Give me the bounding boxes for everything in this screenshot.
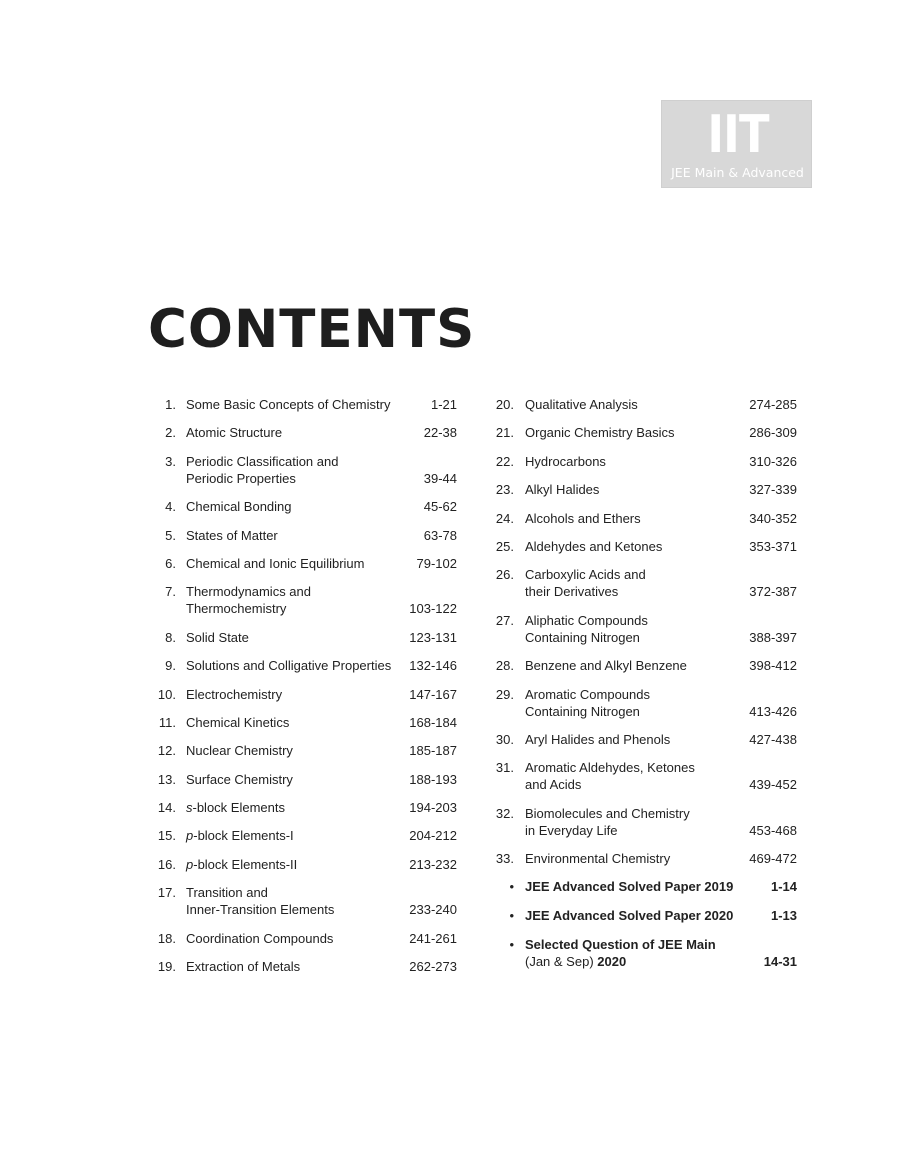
- entry-pages: 233-240: [409, 902, 457, 918]
- entry-title: States of Matter: [186, 527, 278, 543]
- toc-entry: [150, 555, 460, 572]
- toc-entry: [150, 799, 460, 816]
- toc-entry: [150, 930, 460, 947]
- entry-number: 3.: [165, 453, 176, 469]
- entry-title: Chemical Kinetics: [186, 714, 290, 730]
- entry-pages: 262-273: [409, 959, 457, 975]
- entry-pages: 1-13: [770, 908, 797, 924]
- entry-pages: 372-387: [749, 584, 797, 600]
- entry-pages: 340-352: [749, 510, 797, 526]
- entry-title: JEE Advanced Solved Paper 2019: [525, 879, 734, 895]
- entry-number: 28.: [495, 658, 514, 674]
- entry-title: Extraction of Metals: [186, 959, 301, 975]
- entry-title-line: Aliphatic Compounds: [525, 612, 648, 628]
- toc-entry: [150, 771, 460, 788]
- entry-title: Some Basic Concepts of Chemistry: [186, 397, 391, 412]
- entry-title: [186, 827, 402, 844]
- entry-title: Solid State: [186, 629, 249, 645]
- entry-title: [186, 453, 402, 487]
- entry-title: Electrochemistry: [186, 686, 283, 702]
- entry-number: 19.: [157, 959, 176, 975]
- entry-number: 33.: [495, 851, 514, 867]
- entry-title: Benzene and Alkyl Benzene: [525, 658, 687, 674]
- toc-entry: [150, 424, 460, 441]
- entry-title: Environmental Chemistry: [525, 851, 671, 867]
- bullet-icon: •: [509, 937, 514, 953]
- entry-title: Solutions and Colligative Properties: [186, 658, 392, 674]
- entry-title-line: Thermodynamics and: [186, 584, 311, 600]
- entry-pages: 185-187: [409, 743, 457, 759]
- entry-title: [186, 583, 402, 617]
- page-title: CONTENTS: [148, 299, 476, 360]
- entry-title-line: Thermochemistry: [186, 601, 287, 617]
- entry-pages: 79-102: [416, 555, 457, 571]
- toc-entry: [150, 958, 460, 975]
- toc-entry: [488, 396, 800, 413]
- entry-pages: 388-397: [749, 629, 797, 645]
- entry-title: Aldehydes and Ketones: [525, 538, 663, 554]
- entry-pages: 123-131: [409, 629, 457, 645]
- toc-entry: [488, 731, 800, 748]
- entry-title-line: Periodic Classification and: [186, 453, 339, 469]
- toc-entry: [150, 527, 460, 544]
- entry-number: 5.: [165, 527, 176, 543]
- entry-number: 21.: [495, 425, 514, 441]
- logo-main-text: IIT JEE: [700, 105, 776, 241]
- entry-number: 31.: [495, 760, 514, 776]
- entry-pages: 274-285: [749, 397, 797, 412]
- entry-title: Surface Chemistry: [186, 771, 293, 787]
- entry-title: Chemical and Ionic Equilibrium: [186, 555, 365, 571]
- toc-entry: [150, 396, 460, 413]
- toc-entry: [488, 805, 800, 839]
- toc-entry: [150, 856, 460, 873]
- entry-number: 18.: [157, 930, 176, 946]
- entry-number: 9.: [165, 658, 176, 674]
- entry-pages: 188-193: [409, 771, 457, 787]
- entry-pages: 353-371: [749, 538, 797, 554]
- entry-title-bold: 2020: [597, 954, 627, 970]
- entry-number: 11.: [158, 714, 176, 730]
- entry-pages: 45-62: [423, 499, 457, 515]
- toc-entry: [150, 686, 460, 703]
- entry-number: 22.: [495, 453, 514, 469]
- entry-number: 4.: [165, 499, 176, 515]
- toc-bullet-entry: [488, 878, 800, 895]
- entry-pages: 147-167: [409, 686, 457, 702]
- entry-title: JEE Advanced Solved Paper 2020: [525, 908, 734, 924]
- toc-entry: [488, 657, 800, 674]
- entry-pages: 39-44: [423, 470, 457, 486]
- entry-pages: 14-31: [763, 954, 797, 970]
- entry-number: 14.: [157, 800, 176, 816]
- entry-number: 29.: [495, 686, 514, 702]
- entry-pages: 469-472: [749, 851, 797, 867]
- entry-number: 17.: [157, 885, 176, 901]
- entry-title: [186, 856, 402, 873]
- entry-number: 8.: [165, 629, 176, 645]
- toc-entry: [488, 538, 800, 555]
- entry-number: 7.: [165, 584, 176, 600]
- entry-number: 32.: [495, 805, 514, 821]
- entry-title-line: their Derivatives: [525, 584, 619, 600]
- entry-title: Aryl Halides and Phenols: [525, 731, 671, 747]
- entry-pages: 22-38: [423, 425, 457, 441]
- entry-title-line: [525, 953, 742, 970]
- entry-title: Alkyl Halides: [525, 482, 600, 498]
- entry-title: [525, 805, 742, 839]
- toc-entry: [488, 453, 800, 470]
- entry-number: 12.: [157, 743, 176, 759]
- entry-number: 16.: [157, 856, 176, 872]
- entry-title-rest: -block Elements-II: [193, 856, 298, 872]
- entry-title-italic-prefix: s: [186, 800, 193, 816]
- entry-pages: 310-326: [749, 453, 797, 469]
- entry-title: [525, 686, 742, 720]
- entry-title: Coordination Compounds: [186, 930, 334, 946]
- toc-entry: [488, 686, 800, 720]
- toc-entry: [150, 657, 460, 674]
- toc-entry: [150, 884, 460, 918]
- toc-entry: [488, 510, 800, 527]
- entry-title-italic-prefix: p: [186, 828, 194, 844]
- entry-title: Qualitative Analysis: [525, 397, 638, 412]
- entry-pages: 286-309: [749, 425, 797, 441]
- entry-pages: 132-146: [409, 658, 457, 674]
- entry-title-italic-prefix: p: [186, 856, 194, 872]
- entry-title: Organic Chemistry Basics: [525, 425, 675, 441]
- entry-title-line: in Everyday Life: [525, 822, 618, 838]
- entry-title-line: Aromatic Compounds: [525, 686, 650, 702]
- entry-number: 15.: [157, 828, 176, 844]
- entry-title: Nuclear Chemistry: [186, 743, 293, 759]
- entry-pages: 427-438: [749, 731, 797, 747]
- entry-title: Chemical Bonding: [186, 499, 292, 515]
- entry-title-line: Biomolecules and Chemistry: [525, 805, 690, 821]
- entry-pages: 168-184: [409, 714, 457, 730]
- entry-pages: 413-426: [749, 703, 797, 719]
- logo-sub-text: JEE Main & Advanced: [671, 165, 804, 180]
- bullet-icon: •: [509, 908, 514, 924]
- entry-title-line: Transition and: [186, 885, 268, 901]
- entry-title: Atomic Structure: [186, 425, 283, 441]
- toc-entry: [488, 481, 800, 498]
- toc-bullet-entry: [488, 907, 800, 924]
- entry-number: 2.: [165, 425, 176, 441]
- entry-pages: 241-261: [409, 930, 457, 946]
- contents-left-column: [150, 396, 460, 986]
- entry-pages: 439-452: [749, 777, 797, 793]
- toc-entry: [488, 850, 800, 867]
- entry-pages: 204-212: [409, 828, 457, 844]
- entry-number: 23.: [495, 482, 514, 498]
- entry-pages: 63-78: [423, 527, 457, 543]
- toc-entry: [150, 498, 460, 515]
- toc-entry: [150, 827, 460, 844]
- contents-right-column: [488, 396, 800, 982]
- iit-jee-logo: [661, 100, 812, 241]
- entry-title-line: Inner-Transition Elements: [186, 902, 335, 918]
- toc-entry: [150, 714, 460, 731]
- entry-number: 13.: [157, 771, 176, 787]
- entry-pages: 327-339: [749, 482, 797, 498]
- entry-number: 6.: [165, 555, 176, 571]
- toc-entry: [488, 566, 800, 600]
- entry-title: Alcohols and Ethers: [525, 510, 641, 526]
- entry-title: [525, 759, 742, 793]
- entry-title: [525, 566, 742, 600]
- entry-number: 27.: [495, 612, 514, 628]
- entry-number: 10.: [157, 686, 176, 702]
- entry-title-line: Containing Nitrogen: [525, 629, 640, 645]
- entry-pages: 398-412: [749, 658, 797, 674]
- entry-number: 1.: [165, 397, 176, 412]
- entry-pages: 103-122: [409, 601, 457, 617]
- toc-bullet-entry: [488, 936, 800, 970]
- entry-title: [525, 936, 742, 970]
- entry-pages: 1-21: [430, 397, 457, 412]
- entry-title-line: Aromatic Aldehydes, Ketones: [525, 760, 695, 776]
- entry-title: [186, 884, 402, 918]
- entry-pages: 453-468: [749, 822, 797, 838]
- entry-pages: 194-203: [409, 800, 457, 816]
- toc-entry: [150, 742, 460, 759]
- entry-title-line: and Acids: [525, 777, 582, 793]
- toc-entry: [150, 453, 460, 487]
- toc-entry: [488, 612, 800, 646]
- entry-title: [525, 612, 742, 646]
- entry-title-rest: -block Elements: [192, 800, 285, 816]
- entry-title: [186, 799, 402, 816]
- toc-entry: [150, 583, 460, 617]
- entry-number: 26.: [495, 567, 514, 583]
- entry-title-rest: -block Elements-I: [193, 828, 294, 844]
- bullet-icon: •: [509, 879, 514, 895]
- toc-entry: [488, 759, 800, 793]
- entry-number: 20.: [495, 397, 514, 412]
- entry-title: Hydrocarbons: [525, 453, 606, 469]
- entry-number: 25.: [495, 538, 514, 554]
- entry-title-line: Periodic Properties: [186, 470, 296, 486]
- entry-pages: 213-232: [409, 856, 457, 872]
- toc-entry: [488, 424, 800, 441]
- entry-pages: 1-14: [770, 879, 797, 895]
- entry-title-line: Carboxylic Acids and: [525, 567, 646, 583]
- entry-title-plain: (Jan & Sep): [525, 954, 598, 970]
- entry-number: 24.: [495, 510, 514, 526]
- entry-title-line: Selected Question of JEE Main: [525, 937, 716, 953]
- entry-number: 30.: [495, 731, 514, 747]
- toc-entry: [150, 629, 460, 646]
- entry-title-line: Containing Nitrogen: [525, 703, 640, 719]
